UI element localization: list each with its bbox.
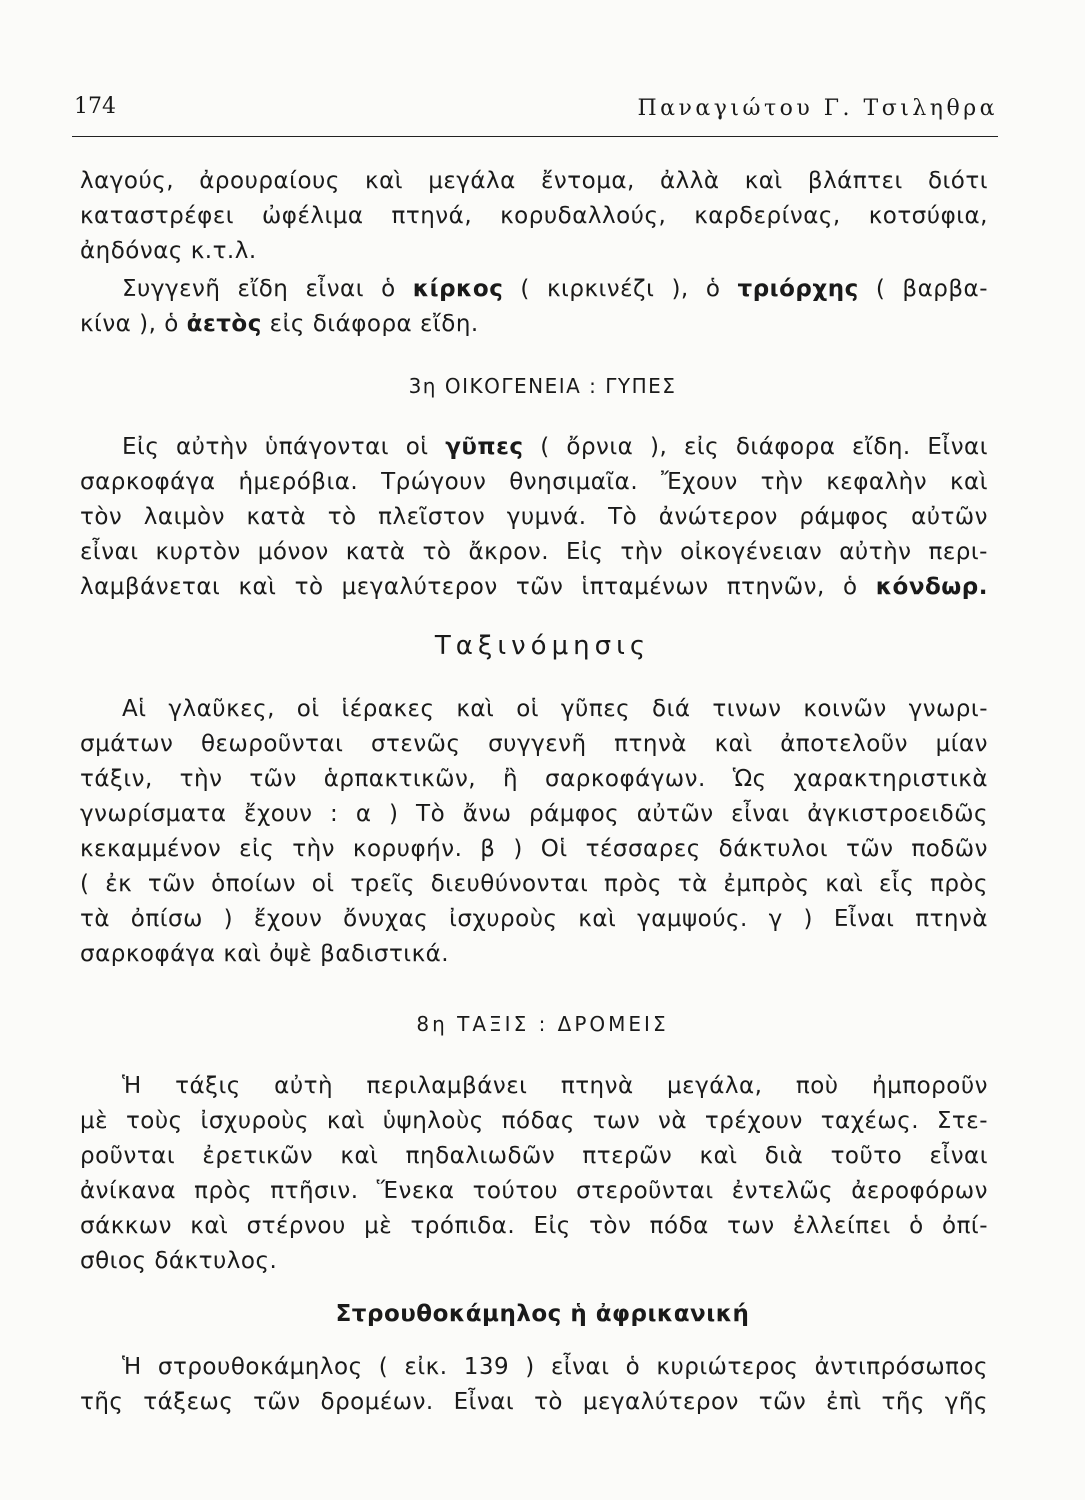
text-line: ἀνίκανα πρὸς πτῆσιν. Ἕνεκα τούτου στεροῦνται ἐντελῶς ἀεροφόρων [80,1178,988,1204]
section-heading-ostrich: Στρουθοκάμηλος ἡ ἀφρικανική [335,1301,750,1327]
text-line: ( ἐκ τῶν ὁποίων οἱ τρεῖς διευθύνονται πρὸς τὰ ἐμπρὸς καὶ εἷς πρὸς [80,871,988,897]
text-line: μὲ τοὺς ἰσχυροὺς καὶ ὑψηλοὺς πόδας των νὰ τρέχουν ταχέως. Στε- [80,1108,988,1134]
section-heading-family: 3η ΟΙΚΟΓΕΝΕΙΑ : ΓΥΠΕΣ [408,374,677,398]
term-aetos: ἀετὸς [186,311,262,337]
text-line: ἀηδόνας κ.τ.λ. [80,238,257,264]
text-line: κίνα ), ὁ ἀετὸς εἰς διάφορα εἴδη. [80,311,479,337]
text-line: εἶναι κυρτὸν μόνον κατὰ τὸ ἄκρον. Εἰς τὴν οἰκογένειαν αὐτὴν περι- [80,539,988,565]
text-line: σμάτων θεωροῦνται στενῶς συγγενῆ πτηνὰ καὶ ἀποτελοῦν μίαν [80,731,988,757]
text-line: Ἡ στρουθοκάμηλος ( εἰκ. 139 ) εἶναι ὁ κυριώτερος ἀντιπρόσωπος [122,1354,988,1380]
text-line: σάκκων καὶ στέρνου μὲ τρόπιδα. Εἰς τὸν πόδα των ἐλλείπει ὁ ὀπί- [80,1213,988,1239]
term-gypes: γῦπες [445,434,524,460]
text-line: κεκαμμένον εἰς τὴν κορυφήν. β ) Οἱ τέσσαρες δάκτυλοι τῶν ποδῶν [80,836,988,862]
text-line: Συγγενῆ εἴδη εἶναι ὁ κίρκος ( κιρκινέζι ), ὁ τριόρχης ( βαρβα- [122,276,989,302]
section-heading-order: 8η ΤΑΞΙΣ : ΔΡΟΜΕΙΣ [416,1012,669,1036]
text-line: ροῦνται ἐρετικῶν καὶ πηδαλιωδῶν πτερῶν καὶ διὰ τοῦτο εἶναι [80,1143,988,1169]
term-kondor: κόνδωρ. [875,574,988,600]
text-line: σαρκοφάγα ἡμερόβια. Τρώγουν θνησιμαῖα. Ἔχουν τὴν κεφαλὴν καὶ [80,469,988,495]
text-line: Ἡ τάξις αὐτὴ περιλαμβάνει πτηνὰ μεγάλα, ποὺ ἠμποροῦν [122,1073,988,1099]
text-line: λαγούς, ἀρουραίους καὶ μεγάλα ἔντομα, ἀλλὰ καὶ βλάπτει διότι [80,168,988,194]
text-line: Αἱ γλαῦκες, οἱ ἱέρακες καὶ οἱ γῦπες διά τινων κοινῶν γνωρι- [122,696,988,722]
text-line: τὸν λαιμὸν κατὰ τὸ πλεῖστον γυμνά. Τὸ ἀνώτερον ράμφος αὐτῶν [80,504,988,530]
text-line: Εἰς αὐτὴν ὑπάγονται οἱ γῦπες ( ὄρνια ), εἰς διάφορα εἴδη. Εἶναι [122,434,988,460]
text-line: τάξιν, τὴν τῶν ἁρπακτικῶν, ἢ σαρκοφάγων. Ὡς χαρακτηριστικὰ [80,766,988,792]
text-line: τὰ ὀπίσω ) ἔχουν ὄνυχας ἰσχυροὺς καὶ γαμψούς. γ ) Εἶναι πτηνὰ [80,906,988,932]
text-line: γνωρίσματα ἔχουν : α ) Τὸ ἄνω ράμφος αὐτῶν εἶναι ἀγκιστροειδῶς [80,801,988,827]
text-line: σθιος δάκτυλος. [80,1248,278,1274]
page-number: 174 [74,94,116,119]
text-line: καταστρέφει ὠφέλιμα πτηνά, κορυδαλλούς, καρδερίνας, κοτσύφια, [80,203,988,229]
term-kirkos: κίρκος [412,276,504,302]
term-triorchis: τριόρχης [737,276,859,302]
running-header [72,92,998,137]
text-line: λαμβάνεται καὶ τὸ μεγαλύτερον τῶν ἱπταμένων πτηνῶν, ὁ κόνδωρ. [80,574,988,600]
text-line: τῆς τάξεως τῶν δρομέων. Εἶναι τὸ μεγαλύτερον τῶν ἐπὶ τῆς γῆς [80,1389,988,1415]
text-line: σαρκοφάγα καὶ ὀψὲ βαδιστικά. [80,941,450,967]
running-title: Παναγιώτου Γ. Τσιληθρα [637,96,998,121]
section-heading-classification: Ταξινόμησις [434,631,651,661]
